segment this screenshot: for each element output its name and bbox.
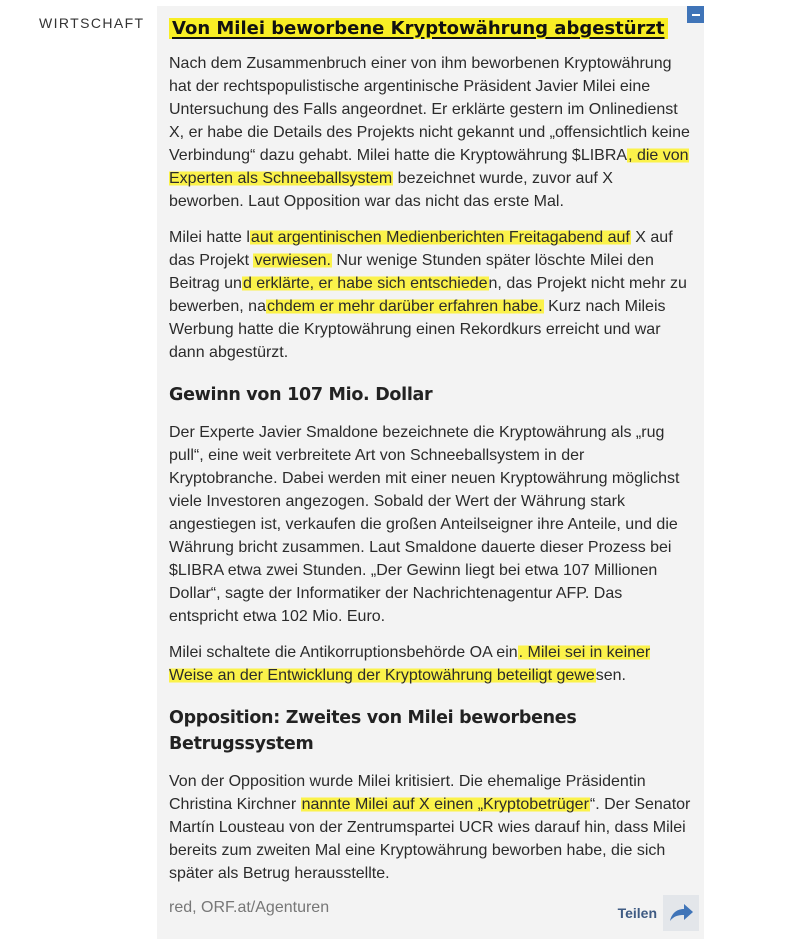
collapse-icon bbox=[692, 14, 700, 16]
article-title-text: Von Milei beworbene Kryptowährung abgestürzt bbox=[172, 18, 665, 39]
highlight: , die von Experten als Schneeballsystem bbox=[169, 147, 689, 187]
subheading-opposition: Opposition: Zweites von Milei beworbenes Betrugssystem bbox=[169, 708, 577, 754]
highlight: aut argentinischen Medienberichten Freitagabend auf bbox=[250, 229, 630, 246]
text-span: Nach dem Zusammenbruch einer von ihm beworbenen Kryptowährung hat der rechtspopulistische argentinische Präsident Javier Milei eine Untersuchung des Falls angeordnet. Er erklärte gestern im Onlinedienst X, er habe die Details des Projekts nicht gekannt und „offensichtlich keine Verbindung“ dazu gehabt. Milei hatte die Kryptowährung $LIBRA bbox=[169, 55, 690, 164]
article-box bbox=[157, 6, 704, 939]
share-button[interactable] bbox=[618, 895, 699, 931]
share-arrow-icon bbox=[663, 895, 699, 931]
highlight: d erklärte, er habe sich entschiede bbox=[242, 275, 488, 292]
text-span: bezeichnet wurde, zuvor auf X beworben. Laut Opposition war das nicht das erste Mal. bbox=[169, 170, 613, 210]
paragraph-1 bbox=[169, 52, 691, 213]
paragraph-5 bbox=[169, 770, 691, 885]
share-label: Teilen bbox=[617, 905, 657, 921]
paragraph-3: Der Experte Javier Smaldone bezeichnete die Kryptowährung als „rug pull“, eine weit verbreitete Art von Schneeballsystem in der Kryptobranche. Dabei werden mit einer neuen Kryptowährung möglichst viele Investoren angezogen. Sobald der Wert der Währung stark angestiegen ist, verkaufen die großen Anteilseigner ihre Anteile, und die Währung bricht zusammen. Laut Smaldone dauerte dieser Prozess bei $LIBRA etwa zwei Stunden. „Der Gewinn liegt bei etwa 107 Millionen Dollar“, sagte der Informatiker der Nachrichtenagentur AFP. Das entspricht etwa 102 Mio. Euro. bbox=[169, 424, 680, 625]
text-span: n, das Projekt nicht mehr zu bewerben, na bbox=[169, 275, 687, 315]
text-span: X auf das Projekt bbox=[169, 229, 673, 269]
text-span: Von der Opposition wurde Milei kritisiert. Die ehemalige Präsidentin Christina Kirchner bbox=[169, 773, 646, 813]
text-span: Nur wenige Stunden später löschte Milei den Beitrag un bbox=[169, 252, 654, 292]
highlight: nannte Milei auf X einen „Kryptobetrüger bbox=[301, 796, 589, 813]
highlight: chdem er mehr darüber erfahren habe. bbox=[266, 298, 543, 315]
source-credit: red, ORF.at/Agenturen bbox=[169, 899, 330, 916]
text-span: sen. bbox=[595, 667, 626, 684]
section-label: WIRTSCHAFT bbox=[39, 15, 145, 31]
highlight: verwiesen. bbox=[254, 252, 331, 269]
article-title bbox=[169, 16, 691, 42]
text-span: Kurz nach Mileis Werbung hatte die Kryptowährung einen Rekordkurs erreicht und war dann abgestürzt. bbox=[169, 298, 666, 361]
text-span: “. Der Senator Martín Lousteau von der Zentrumspartei UCR wies darauf hin, dass Milei bereits zum zweiten Mal eine Kryptowährung beworben habe, die sich später als Betrug herausstellte. bbox=[169, 796, 691, 882]
paragraph-2 bbox=[169, 226, 691, 364]
text-span: Milei hatte l bbox=[169, 229, 250, 246]
paragraph-4 bbox=[169, 641, 691, 687]
collapse-button[interactable] bbox=[687, 6, 704, 23]
highlight: . Milei sei in keiner Weise an der Entwicklung der Kryptowährung beteiligt gewe bbox=[169, 644, 651, 684]
text-span: Milei schaltete die Antikorruptionsbehörde OA ein bbox=[169, 644, 518, 661]
subheading-profit: Gewinn von 107 Mio. Dollar bbox=[169, 385, 433, 405]
